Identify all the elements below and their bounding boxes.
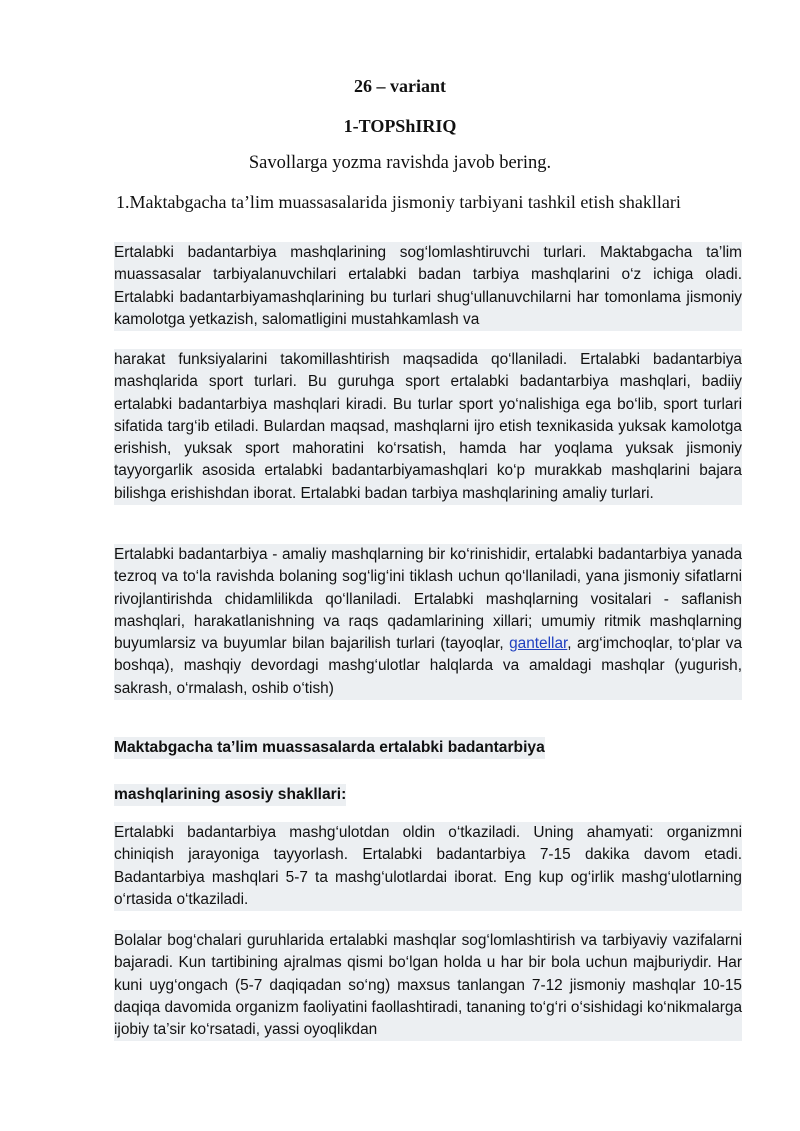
variant-title: 26 – variant [354, 76, 446, 96]
section-heading-line-2: mashqlarining asosiy shakllari: [114, 784, 346, 806]
paragraph-1: Ertalabki badantarbiya mashqlarining sog‘lomlashtiruvchi turlari. Maktabgacha ta’lim muassasalar tarbiyalanuvchilari ertalabki badan tarbiya mashqlarini o‘z ichiga oladi. Ertalabki badantarbiyamashqlarining bu turlari shug‘ullanuvchilarni har tomonlama jismoniy kamolotga yetkazish, salomatligini mustahkamlash va [114, 242, 742, 331]
question-heading: 1.Maktabgacha ta’lim muassasalarida jismoniy tarbiyani tashkil etish shakllari [116, 192, 681, 212]
paragraph-3-text-b: , arg‘imchoqlar, to‘plar va boshqa), mashqiy devordagi mashg‘ulotlar halqlarda va amaldagi mashqlar (yugurish, sakrash, o‘rmalash, oshib o‘tish) [114, 635, 743, 697]
paragraph-3-text-a: Ertalabki badantarbiya - amaliy mashqlarning bir ko‘rinishidir, ertalabki badantarbiya yanada tezroq va to‘la ravishda bolaning sog‘lig‘ini tiklash uchun qo‘llaniladi, yana jismoniy sifatlarni rivojlantirishda chidamlilikda qo‘llaniladi. Ertalabki mashqlarning vositalari - saflanish mashqlari, harakatlanishning va raqs qadamlarining xillari; umumiy ritmik mashqlarning buyumlarsiz va buyumlar bilan bajarilish turlari (tayoqlar, [114, 546, 742, 653]
section-heading-line-1: Maktabgacha ta’lim muassasalarda ertalabki badantarbiya [114, 737, 545, 759]
gantellar-link[interactable]: gantellar [509, 635, 568, 653]
paragraph-2: harakat funksiyalarini takomillashtirish maqsadida qo‘llaniladi. Ertalabki badantarbiya mashqlarida sport turlari. Bu guruhga sport ertalabki badantarbiya mashqlari, badiiy ertalabki badantarbiya mashqlari kiradi. Bu turlar sport yo‘nalishiga ega bo‘lib, sport turlari sifatida targ‘ib etiladi. Bulardan maqsad, mashqlarni ijro etish texnikasida yuksak kamolotga erishish, yuksak sport mahoratini ko‘rsatish, hamda har yoqlama yuksak jismoniy tayyorgarlik asosida ertalabki badantarbiyamashqlari ko‘p murakkab mashqlarini bajara bilishga erishishdan iborat. Ertalabki badan tarbiya mashqlarining amaliy turlari. [114, 349, 742, 505]
task-title: 1-TOPShIRIQ [343, 116, 457, 136]
paragraph-3 [114, 544, 742, 700]
instruction-text: Savollarga yozma ravishda javob bering. [248, 153, 552, 173]
paragraph-5: Bolalar bog‘chalari guruhlarida ertalabki mashqlar sog‘lomlashtirish va tarbiyaviy vazifalarni bajaradi. Kun tartibining ajralmas qismi bo‘lgan holda u har bir bola uchun majburiydir. Har kuni uyg‘ongach (5-7 daqiqadan so‘ng) maxsus tanlangan 7-12 jismoniy mashqlar 10-15 daqiqa davomida organizm faoliyatini faollashtiradi, tananing to‘g‘ri o‘sishidagi ko‘nikmalarga ijobiy ta’sir ko‘rsatadi, yassi oyoqlikdan [114, 930, 742, 1041]
paragraph-4: Ertalabki badantarbiya mashg‘ulotdan oldin o‘tkaziladi. Uning ahamyati: organizmni chiniqish jarayoniga tayyorlash. Ertalabki badantarbiya 7-15 dakika davom etadi. Badantarbiya mashqlari 5-7 ta mashg‘ulotlardai iborat. Eng kup og‘irlik mashg‘ulotlarning o‘rtasida o‘tkaziladi. [114, 822, 742, 911]
